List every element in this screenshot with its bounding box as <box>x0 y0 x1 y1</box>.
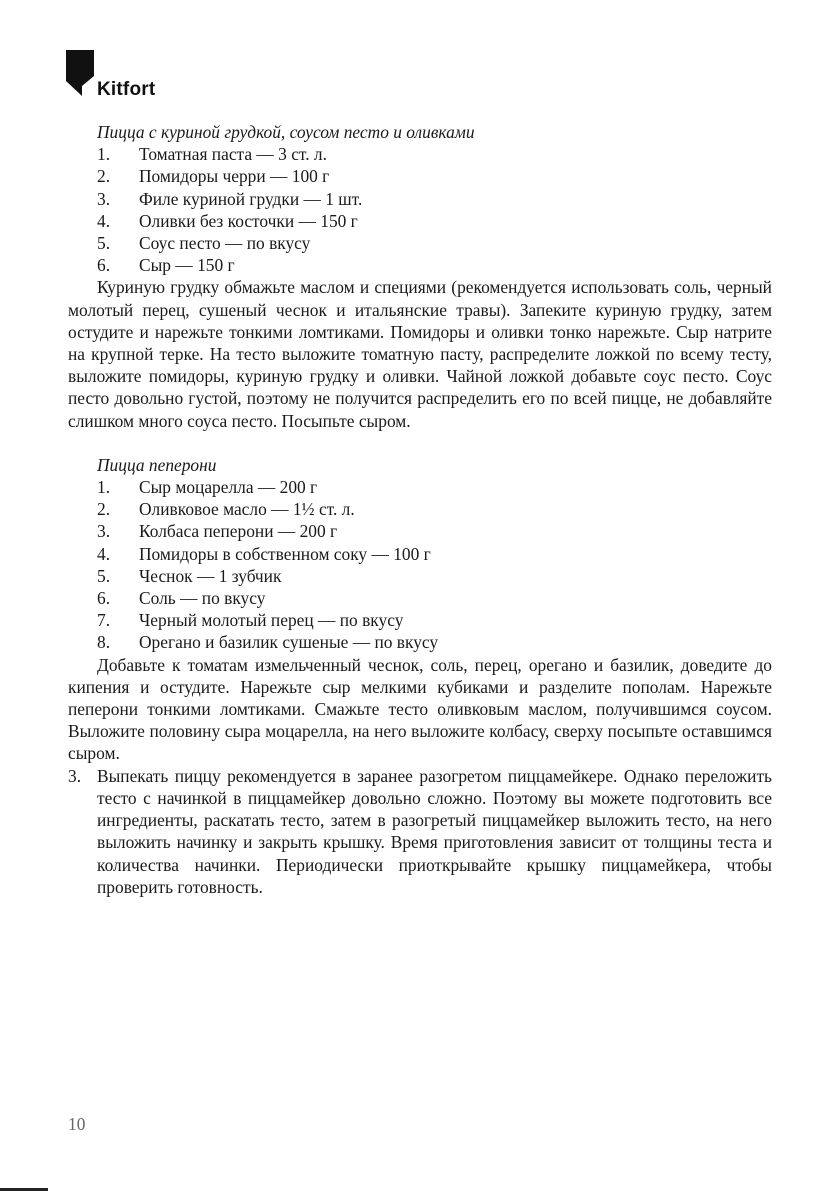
recipe2-ingredient-list <box>68 476 772 654</box>
ingredient-number: 8. <box>97 632 111 653</box>
ingredient-text: Колбаса пеперони — 200 г <box>139 521 338 542</box>
page-number: 10 <box>68 1114 86 1134</box>
ingredient-number: 7. <box>97 610 111 631</box>
ingredient-item <box>68 520 772 542</box>
section-gap <box>68 432 772 454</box>
ingredient-number: 1. <box>97 477 111 498</box>
ingredient-number: 5. <box>97 233 111 254</box>
step-3 <box>68 765 772 898</box>
ingredient-item <box>68 232 772 254</box>
ingredient-item <box>68 543 772 565</box>
ingredient-text: Соль — по вкусу <box>139 588 266 609</box>
recipe2-title: Пицца пеперони <box>97 454 217 475</box>
ingredient-text: Черный молотый перец — по вкусу <box>139 610 404 631</box>
ingredient-text: Сыр — 150 г <box>139 255 235 276</box>
ingredient-number: 2. <box>97 499 111 520</box>
ingredient-text: Помидоры в собственном соку — 100 г <box>139 543 431 564</box>
ingredient-text: Орегано и базилик сушеные — по вкусу <box>139 632 439 653</box>
step-text: Выпекать пиццу рекомендуется в заранее разогретом пиццамейкере. Однако переложить тесто с начинкой в пиццамейкер довольно сложно. Поэтому вы можете подготовить все ингредиенты, раскатать тесто, затем в разогретый пиццамейкер выложить тесто, на него выложить начинку и закрыть крышку. Время приготовления зависит от толщины теста и количества начинки. Периодически приоткрывайте крышку пиццамейкера, чтобы проверить готовность. <box>97 765 772 897</box>
ingredient-item <box>68 188 772 210</box>
ingredient-text: Сыр моцарелла — 200 г <box>139 477 318 498</box>
ingredient-item <box>68 165 772 187</box>
brand-name: Kitfort <box>97 79 156 100</box>
recipe2-instructions: Добавьте к томатам измельченный чеснок, соль, перец, орегано и базилик, доведите до кипения и остудите. Нарежьте сыр мелкими кубиками и разделите пополам. Нарежьте пеперони тонкими ломтиками. Смажьте тесто оливковым маслом, получившимся соусом. Выложите половину сыра моцарелла, на него выложите колбасу, сверху посыпьте оставшимся сыром. <box>68 654 772 764</box>
ingredient-text: Соус песто — по вкусу <box>139 233 311 254</box>
ingredient-item <box>68 498 772 520</box>
ingredient-item <box>68 210 772 232</box>
ingredient-number: 4. <box>97 543 111 564</box>
page-content <box>68 121 772 898</box>
ingredient-text: Филе куриной грудки — 1 шт. <box>139 188 363 209</box>
brand-logo <box>66 50 166 102</box>
ingredient-number: 4. <box>97 210 111 231</box>
ingredient-text: Помидоры черри — 100 г <box>139 166 330 187</box>
recipe1-instructions: Куриную грудку обмажьте маслом и специями (рекомендуется использовать соль, черный молотый перец, сушеный чеснок и итальянские травы). Запеките куриную грудку, затем остудите и нарежьте тонкими ломтиками. Помидоры и оливки тонко нарежьте. Сыр натрите на крупной терке. На тесто выложите томатную пасту, распределите ложкой по всему тесту, выложите помидоры, куриную грудку и оливки. Чайной ложкой добавьте соус песто. Соус песто довольно густой, поэтому не получится распределить его по всей пицце, не добавляйте слишком много соуса песто. Посыпьте сыром. <box>68 277 772 431</box>
recipe1-title: Пицца с куриной грудкой, соусом песто и оливками <box>97 122 475 142</box>
ingredient-text: Оливковое масло — 1½ ст. л. <box>139 499 355 520</box>
ingredient-number: 3. <box>97 188 111 209</box>
ingredient-number: 6. <box>97 255 111 276</box>
ingredient-item <box>68 631 772 653</box>
ingredient-item <box>68 587 772 609</box>
ingredient-item <box>68 476 772 498</box>
ingredient-number: 1. <box>97 144 111 165</box>
step-number: 3. <box>68 765 82 786</box>
ingredient-text: Томатная паста — 3 ст. л. <box>139 144 327 165</box>
ingredient-text: Оливки без косточки — 150 г <box>139 210 358 231</box>
recipe1-ingredient-list <box>68 143 772 276</box>
ingredient-number: 3. <box>97 521 111 542</box>
ingredient-number: 5. <box>97 565 111 586</box>
ingredient-number: 2. <box>97 166 111 187</box>
ingredient-item <box>68 143 772 165</box>
ingredient-item <box>68 565 772 587</box>
kitfort-logo-icon <box>66 50 94 96</box>
ingredient-item <box>68 609 772 631</box>
ingredient-text: Чеснок — 1 зубчик <box>139 565 282 586</box>
ingredient-item <box>68 254 772 276</box>
ingredient-number: 6. <box>97 588 111 609</box>
